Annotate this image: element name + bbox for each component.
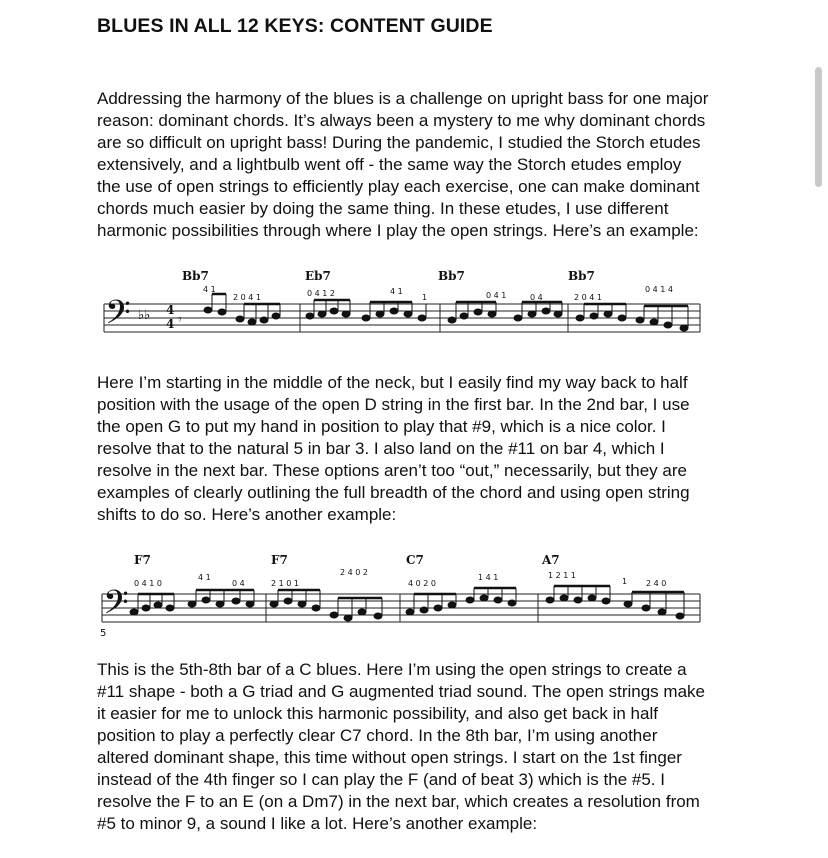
fingering: 0 4 1 [486, 291, 507, 300]
fingering: 2 0 4 1 [574, 293, 602, 302]
fingering: 2 1 0 1 [271, 579, 299, 588]
paragraph-example2-explanation: This is the 5th-8th bar of a C blues. Here I’m using the open strings to create a #11 shape - both a G triad and G augmented triad sound. The open strings make it easier for me to unlock this harmonic possibility, and also get back in half position to play a perfectly clear C7 chord. In the 8th bar, I’m using another altered dominant shape, this time without open strings. I start on the 1st finger instead of the 4th finger so I can play the F (and of beat 3) which is the #5. I resolve the F to an E (on a Dm7) in the next bar, which creates a resolution from #5 to minor 9, a sound I like a lot. Here’s another example: [97, 660, 705, 833]
fingering: 4 1 [390, 287, 403, 296]
notes [130, 586, 684, 621]
fingering: 2 4 0 [646, 579, 667, 588]
time-signature-bottom: 4 [166, 317, 175, 331]
paragraph-intro: Addressing the harmony of the blues is a challenge on upright bass for one major reason: dominant chords. It’s always been a mystery to me why dominant chords are so difficult on upright bass! During the pandemic, I studied the Storch etudes extensively, and a lightbulb went off - the same way the Storch etudes employ the use of open strings to efficiently play each exercise, one can make dominant chords much easier by doing the same thing. In these etudes, I use different harmonic possibilities through where I play the open strings. Here’s an example: [97, 89, 709, 240]
fingering: 1 [422, 293, 428, 302]
fingering: 2 4 0 2 [340, 568, 368, 577]
fingering: 0 4 [232, 579, 245, 588]
measure-number: 5 [100, 628, 107, 639]
fingering: 1 [622, 577, 628, 586]
scrollbar-thumb[interactable] [815, 67, 822, 187]
bass-clef-icon: 𝄢 [105, 294, 131, 340]
paragraph-example1-explanation: Here I’m starting in the middle of the neck, but I easily find my way back to half position with the usage of the open D string in the first bar. In the 2nd bar, I use the open G to put my hand in position to play that #9, which is a nice color. I resolve that to the natural 5 in bar 3. I also land on the #11 on bar 4, which I resolve in the next bar. These options aren’t too “out,” necessarily, but they are examples of clearly outlining the full breadth of the chord and using open string shifts to do so. Here’s another example: [97, 373, 690, 524]
page-title: BLUES IN ALL 12 KEYS: CONTENT GUIDE [97, 15, 493, 37]
chord-symbol: A7 [542, 553, 560, 567]
time-signature-top: 4 [166, 303, 175, 317]
fingering: 0 4 [530, 293, 543, 302]
chord-symbol: F7 [134, 553, 151, 567]
fingering: 1 4 1 [478, 573, 499, 582]
bass-clef-icon: 𝄢 [103, 584, 129, 630]
fingering: 4 0 2 0 [408, 579, 436, 588]
eighth-rest-icon: 𝄾 [178, 311, 182, 327]
fingering: 0 4 1 2 [307, 289, 335, 298]
chord-symbol: Eb7 [305, 269, 331, 283]
fingering: 0 4 1 4 [645, 285, 673, 294]
chord-symbol: Bb7 [182, 269, 209, 283]
fingering: 1 2 1 1 [548, 571, 576, 580]
chord-symbol: F7 [271, 553, 288, 567]
chord-symbol: Bb7 [438, 269, 465, 283]
fingering: 4 1 [203, 285, 216, 294]
music-example-1 [100, 264, 705, 344]
key-signature-flats: ♭♭ [138, 307, 151, 322]
staff-lines [104, 304, 700, 332]
chord-symbol: C7 [406, 553, 424, 567]
music-example-2 [98, 548, 703, 643]
fingering: 0 4 1 0 [134, 579, 162, 588]
fingering: 4 1 [198, 573, 211, 582]
chord-symbol: Bb7 [568, 269, 595, 283]
fingering: 2 0 4 1 [233, 293, 261, 302]
